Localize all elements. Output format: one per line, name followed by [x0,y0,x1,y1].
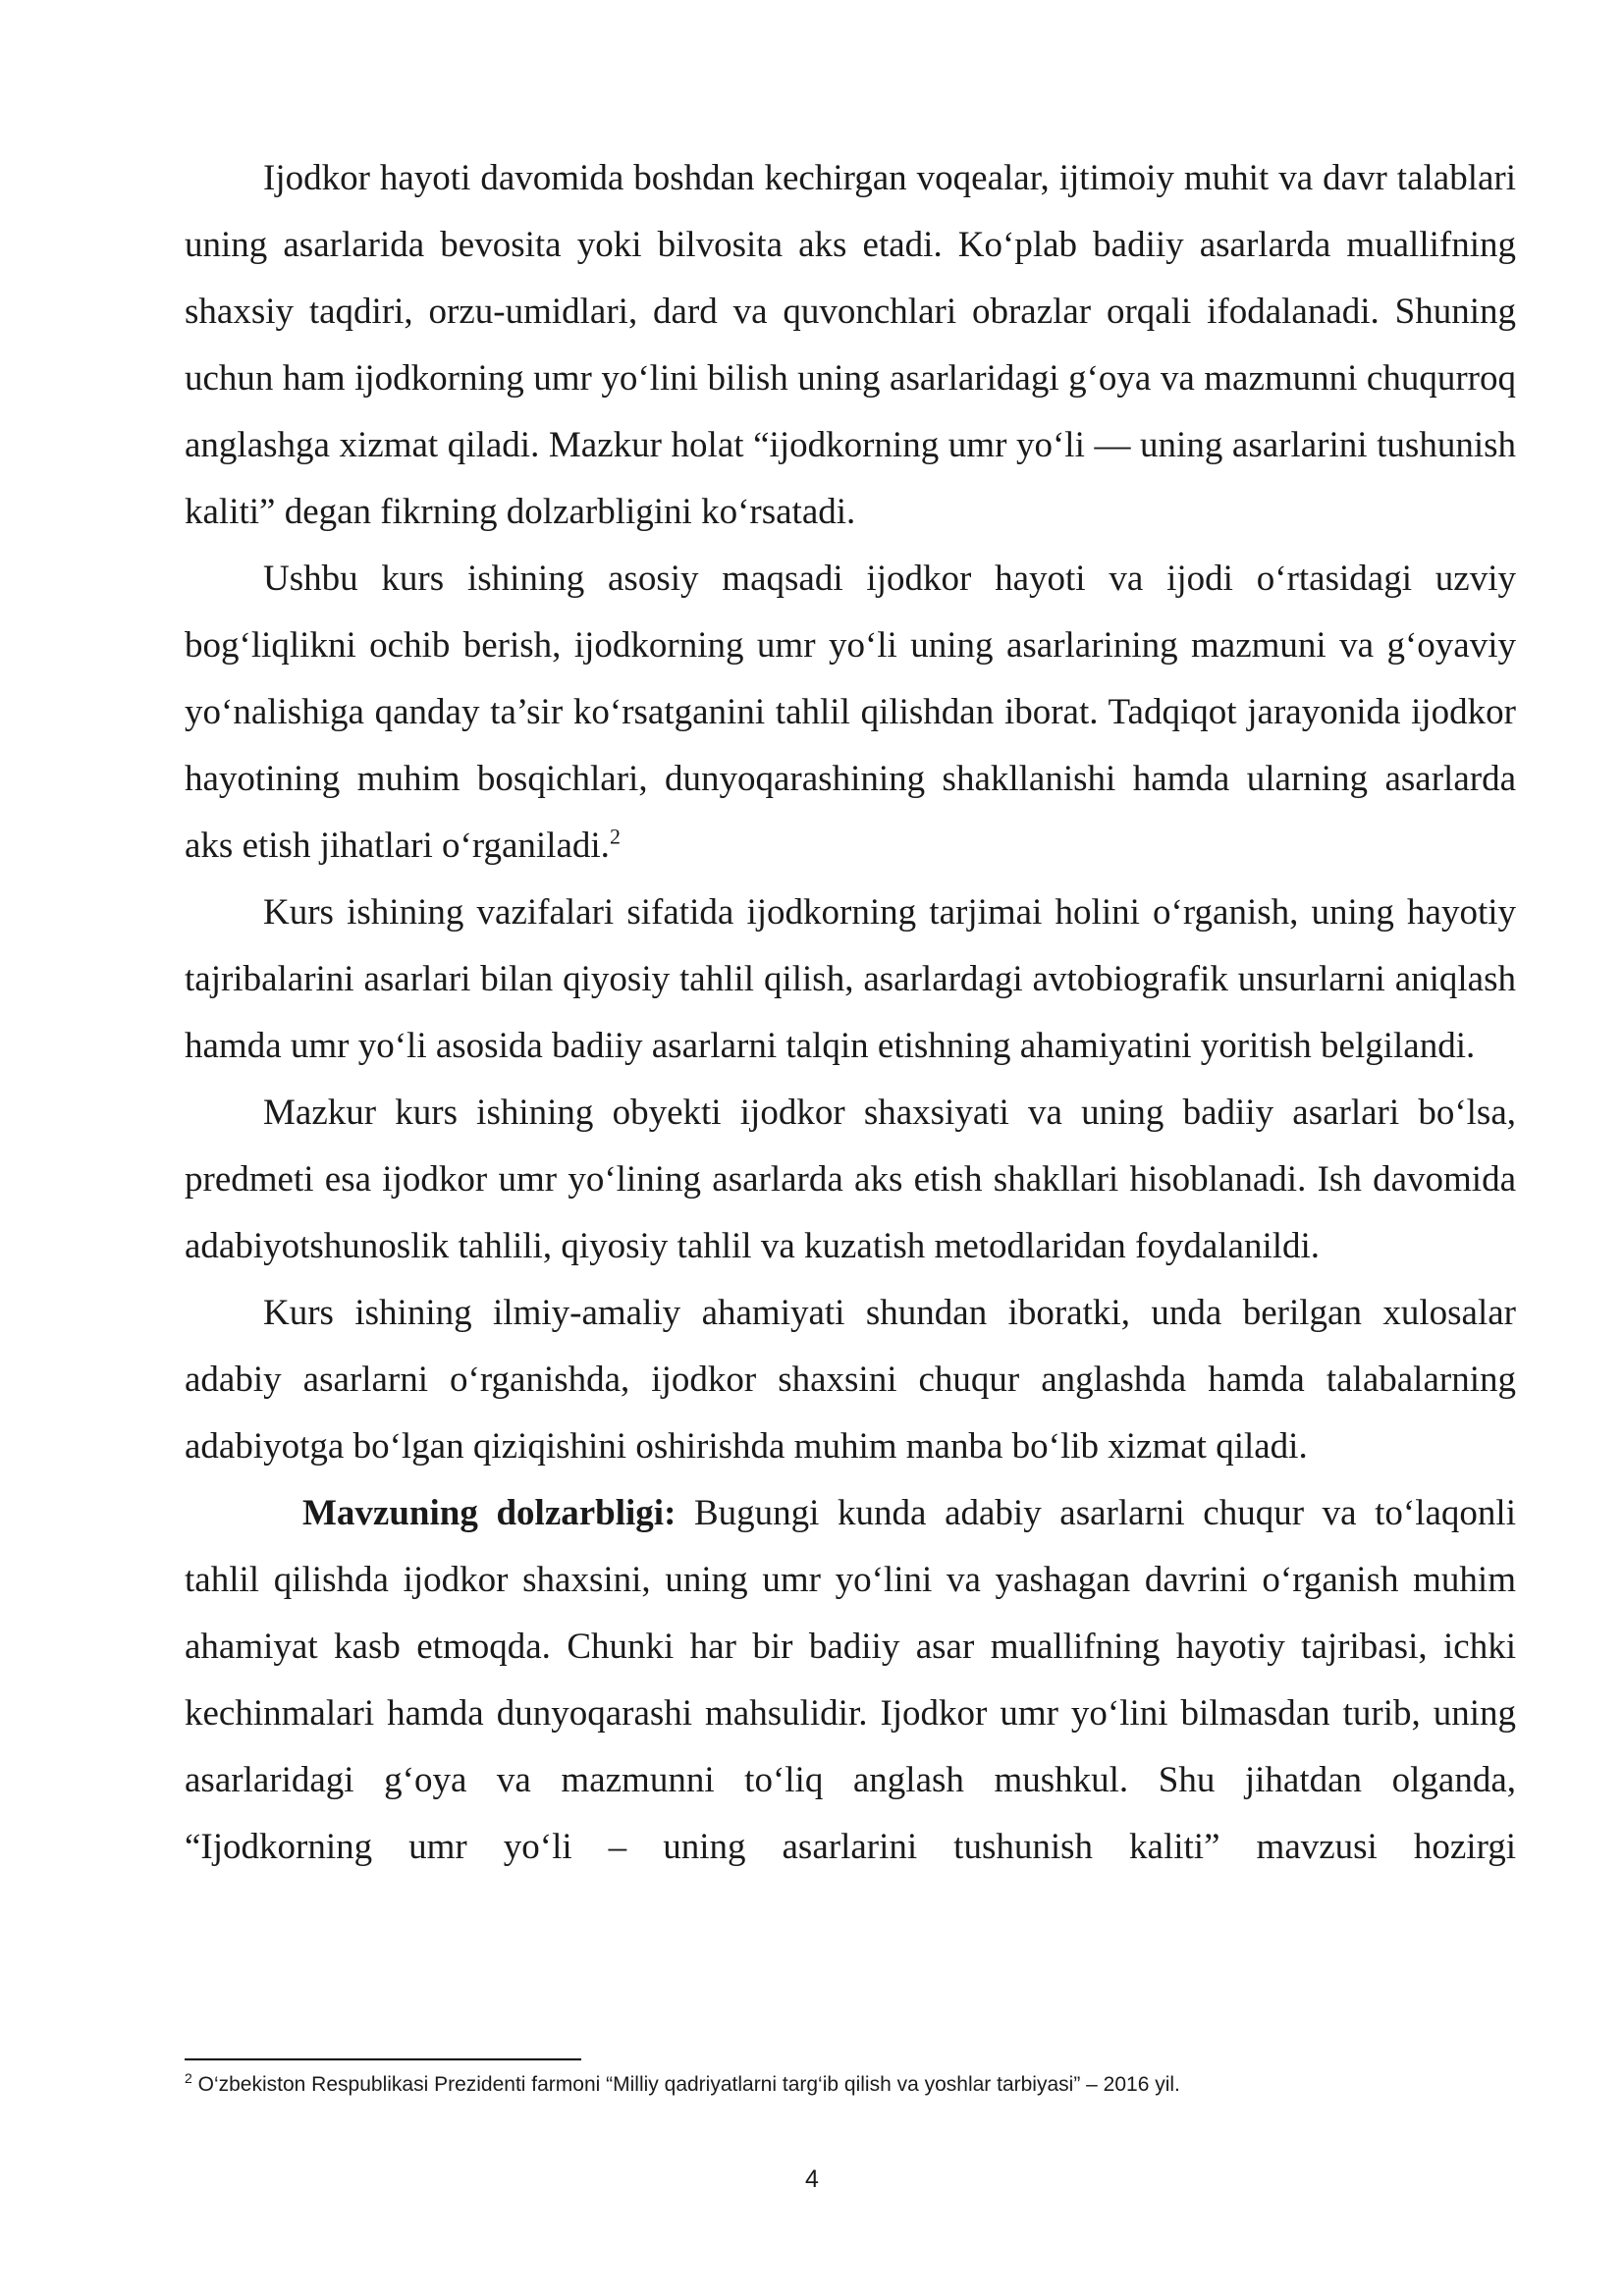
relevance-heading: Mavzuning dolzarbligi: [302,1493,677,1533]
footnote-reference[interactable]: 2 [609,824,621,849]
page-number: 4 [805,2165,819,2193]
footnote [185,2069,1516,2101]
paragraph-goal-text: Ushbu kurs ishining asosiy maqsadi ijodkor hayoti va ijodi o‘rtasidagi uzviy bog‘liqlikni ochib berish, ijodkorning umr yo‘li uning asarlarining mazmuni va g‘oyaviy yo‘nalishiga qanday ta’sir ko‘rsatganini tahlil qilishdan iborat. Tadqiqot jarayonida ijodkor hayotining muhim bosqichlari, dunyoqarashining shakllanishi hamda ularning asarlarda aks etish jihatlari o‘rganiladi. [185,559,1516,866]
paragraph-tasks: Kurs ishining vazifalari sifatida ijodkorning tarjimai holini o‘rganish, uning hayotiy tajribalarini asarlari bilan qiyosiy tahlil qilish, asarlardagi avtobiografik unsurlarni aniqlash hamda umr yo‘li asosida badiiy asarlarni talqin etishning ahamiyatini yoritish belgilandi. [185,892,1516,1066]
paragraph-object: Mazkur kurs ishining obyekti ijodkor shaxsiyati va uning badiiy asarlari bo‘lsa, predmeti esa ijodkor umr yo‘lining asarlarda aks etish shakllari hisoblanadi. Ish davomida adabiyotshunoslik tahlili, qiyosiy tahlil va kuzatish metodlaridan foydalanildi. [185,1093,1516,1266]
paragraph-significance: Kurs ishining ilmiy-amaliy ahamiyati shundan iboratki, unda berilgan xulosalar adabiy asarlarni o‘rganishda, ijodkor shaxsini chuqur anglashda hamda talabalarning adabiyotga bo‘lgan qiziqishini oshirishda muhim manba bo‘lib xizmat qiladi. [185,1293,1516,1467]
paragraph-relevance [185,1480,1516,1881]
page-body [185,145,1516,1881]
relevance-text: Bugungi kunda adabiy asarlarni chuqur va to‘laqonli tahlil qilishda ijodkor shaxsini, uning umr yo‘lini va yashagan davrini o‘rganish muhim ahamiyat kasb etmoqda. Chunki har bir badiiy asar muallifning hayotiy tajribasi, ichki kechinmalari hamda dunyoqarashi mahsulidir. Ijodkor umr yo‘lini bilmasdan turib, uning asarlaridagi g‘oya va mazmunni to‘liq anglash mushkul. Shu jihatdan olganda, “Ijodkorning umr yo‘li – uning asarlarini tushunish kaliti” mavzusi hozirgi [185,1493,1516,1867]
footnote-text: O‘zbekiston Respublikasi Prezidenti farmoni “Milliy qadriyatlarni targ‘ib qilish va yoshlar tarbiyasi” – 2016 yil. [191,2073,1180,2096]
paragraph-intro: Ijodkor hayoti davomida boshdan kechirgan voqealar, ijtimoiy muhit va davr talablari uning asarlarida bevosita yoki bilvosita aks etadi. Ko‘plab badiiy asarlarda muallifning shaxsiy taqdiri, orzu-umidlari, dard va quvonchlari obrazlar orqali ifodalanadi. Shuning uchun ham ijodkorning umr yo‘lini bilish uning asarlaridagi g‘oya va mazmunni chuqurroq anglashga xizmat qiladi. Mazkur holat “ijodkorning umr yo‘li — uning asarlarini tushunish kaliti” degan fikrning dolzarbligini ko‘rsatadi. [185,158,1516,532]
footnote-number: 2 [185,2070,192,2086]
paragraph-goal [185,546,1516,880]
footnote-separator [185,2058,581,2060]
